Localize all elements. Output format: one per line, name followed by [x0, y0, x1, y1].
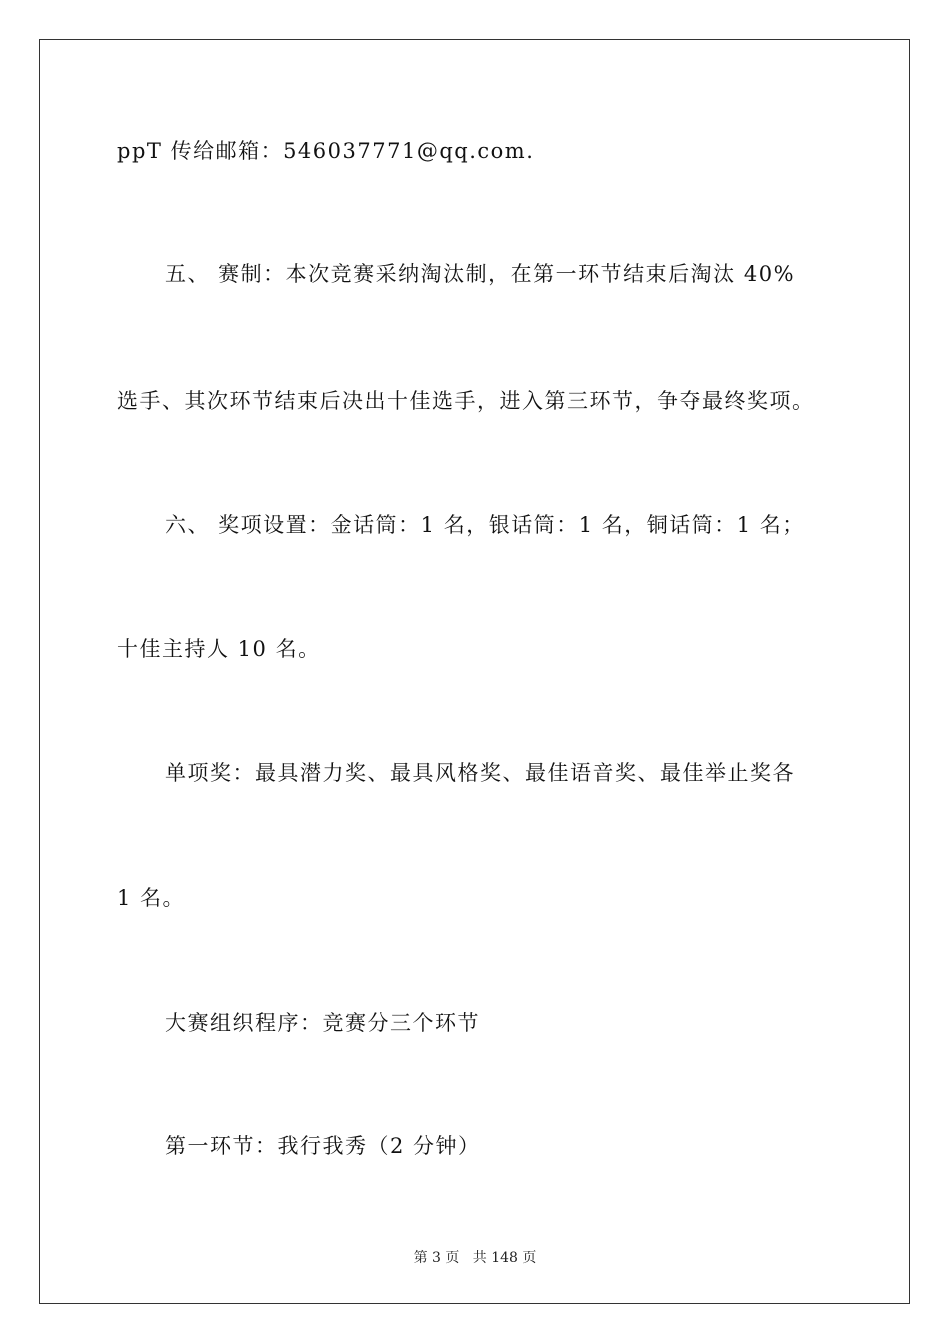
paragraph-awards-cont: 十佳主持人 10 名。: [117, 637, 321, 661]
paragraph-single-awards-cont: 1 名。: [117, 886, 186, 910]
page-border: [39, 39, 910, 1304]
paragraph-competition-format-cont: 选手、其次环节结束后决出十佳选手，进入第三环节，争夺最终奖项。: [117, 389, 815, 413]
paragraph-program: 大赛组织程序：竞赛分三个环节: [165, 1011, 480, 1035]
paragraph-round-one: 第一环节：我行我秀（2 分钟）: [165, 1134, 481, 1158]
page-footer: [0, 1247, 950, 1267]
page-total: 共 148 页: [472, 1250, 537, 1266]
paragraph-email: ppT 传给邮箱：546037771@qq.com.: [117, 139, 535, 163]
paragraph-single-awards: 单项奖：最具潜力奖、最具风格奖、最佳语音奖、最佳举止奖各: [165, 761, 795, 785]
page-number: 第 3 页: [413, 1250, 460, 1266]
paragraph-competition-format: 五、 赛制：本次竞赛采纳淘汰制，在第一环节结束后淘汰 40%: [165, 262, 796, 286]
paragraph-awards: 六、 奖项设置：金话筒：1 名，银话筒：1 名，铜话筒：1 名；: [165, 513, 805, 537]
